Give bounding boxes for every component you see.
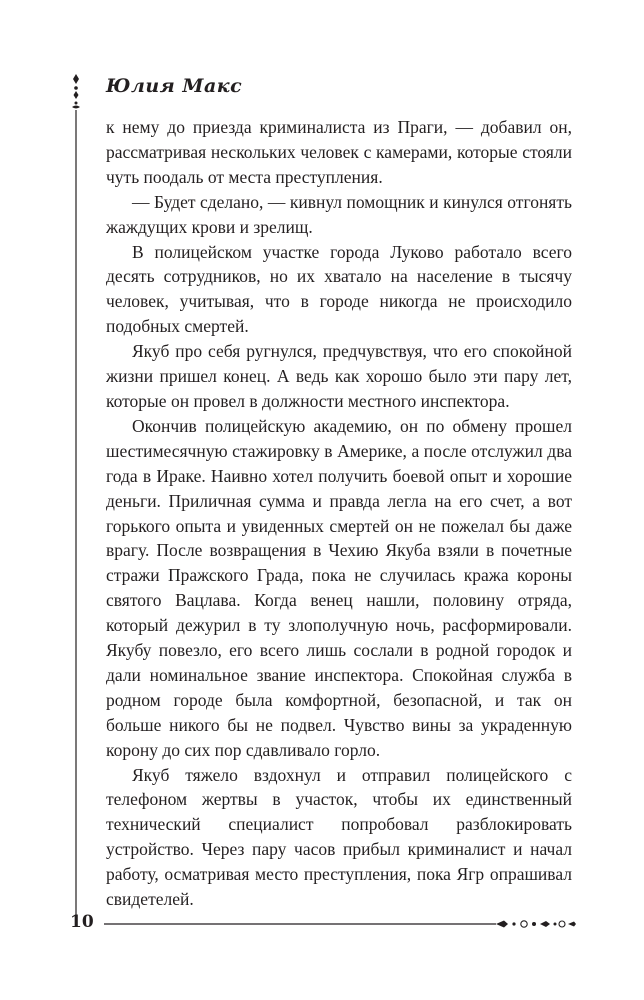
body-text <box>106 115 572 912</box>
footer-ornament-rule-icon <box>104 914 578 934</box>
paragraph: Якуб тяжело вздохнул и отправил полицейского с телефоном жертвы в участок, чтобы их единственный технический специалист попробовал разблокировать устройство. Через пару часов прибыл криминалист и начал работу, осматривая место преступления, пока Ягр опрашивал свидетелей. <box>106 764 572 910</box>
page-number: 10 <box>70 912 94 932</box>
paragraph: В полицейском участке города Луково работало всего десять сотрудников, но их хватало на население в тысячу человек, учитывая, что в городе никогда не происходило подобных смертей. <box>106 241 572 337</box>
paragraph: Якуб про себя ругнулся, предчувствуя, что его спокойной жизни пришел конец. А ведь как хорошо было эти пару лет, которые он провел в должности местного инспектора. <box>106 341 572 411</box>
running-header-author: Юлия Макс <box>106 75 243 97</box>
paragraph: — Будет сделано, — кивнул помощник и кинулся отгонять жаждущих крови и зрелищ. <box>106 191 572 237</box>
paragraph: Окончив полицейскую академию, он по обмену прошел шестимесячную стажировку в Америке, а после отслужил два года в Ираке. Наивно хотел получить боевой опыт и хорошие деньги. Приличная сумма и правда легла на его счет, а вот горького опыта и увиденных смертей он не пожелал бы даже врагу. После возвращения в Чехию Якуба взяли в почетные стражи Пражского Града, пока не случилась кража короны святого Вацлава. Когда венец нашли, половину отряда, который дежурил в ту злополучную ночь, расформировали. Якубу повезло, его всего лишь сослали в родной городок и дали номинальное звание инспектора. Спокойная служба в родном городе была комфортной, безопасной, и так он больше никого бы не подвел. Чувство вины за украденную корону до сих пор сдавливало горло. <box>106 415 572 760</box>
paragraph: к нему до приезда криминалиста из Праги, — добавил он, рассматривая нескольких человек с камерами, которые стояли чуть поодаль от места преступления. <box>106 117 572 187</box>
vertical-ornament-rule-icon <box>66 70 86 930</box>
